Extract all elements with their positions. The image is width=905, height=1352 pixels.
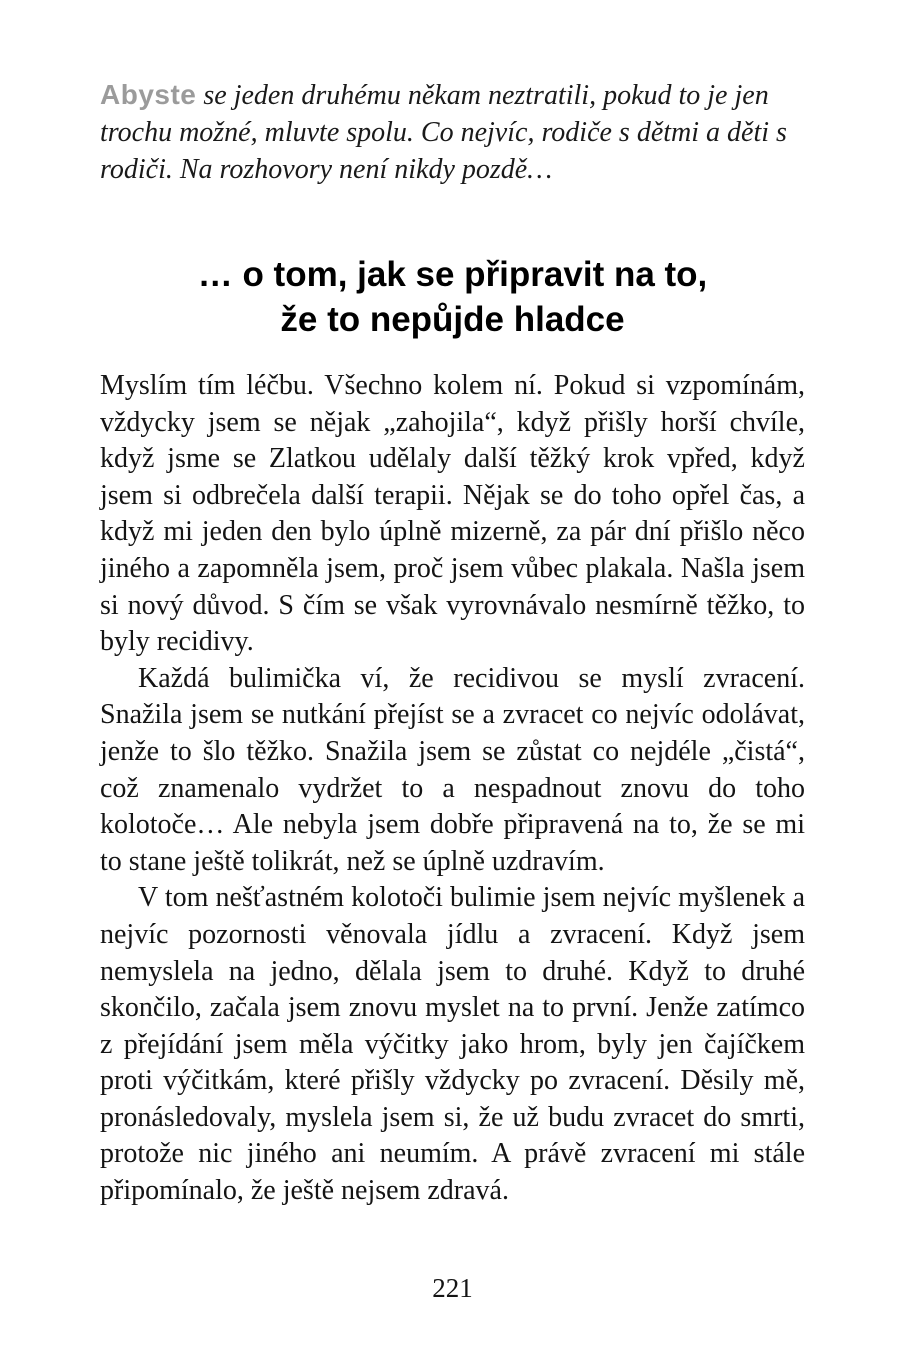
body-text (100, 368, 805, 1210)
body-paragraph: Myslím tím léčbu. Všechno kolem ní. Pokud si vzpomínám, vždycky jsem se nějak „zahojila“, když přišly horší chvíle, když jsme se Zlatkou udělaly další těžký krok vpřed, když jsem si odbrečela další terapii. Nějak se do toho opřel čas, a když mi jeden den bylo úplně mizerně, za pár dní přišlo něco jiného a zapomněla jsem, proč jsem vůbec plakala. Našla jsem si nový důvod. S čím se však vyrovnávalo nesmírně těžko, to byly recidivy. (100, 370, 805, 658)
chapter-heading-line2: že to nepůjde hladce (280, 300, 625, 339)
page-number: 221 (432, 1273, 473, 1303)
intro-quote-lead-word: Abyste (100, 79, 197, 110)
body-paragraph: Každá bulimička ví, že recidivou se myslí zvracení. Snažila jsem se nutkání přejíst se a zvracet co nejvíc odolávat, jenže to šlo těžko. Snažila jsem se zůstat co nejdéle „čistá“, což znamenalo vydržet to a nespadnout znovu do toho kolotoče… Ale nebyla jsem dobře připravená na to, že se mi to stane ještě tolikrát, než se úplně uzdravím. (100, 662, 805, 877)
intro-quote-text: se jeden druhému někam neztratili, pokud to je jen trochu možné, mluvte spolu. Co nejvíc, rodiče s dětmi a děti s rodiči. Na rozhovory není nikdy pozdě… (100, 80, 787, 185)
body-paragraph: V tom nešťastném kolotoči bulimie jsem nejvíc myšlenek a nejvíc pozornosti věnovala jídlu a zvracení. Když jsem nemyslela na jedno, dělala jsem to druhé. Když to druhé skončilo, začala jsem znovu myslet na to první. Jenže zatímco z přejídání jsem měla výčitky jako hrom, byly jen čajíčkem proti výčitkám, které přišly vždycky po zvracení. Děsily mě, pronásledovaly, myslela jsem si, že už budu zvracet do smrti, protože nic jiného ani neumím. A právě zvracení mi stále připomínalo, že ještě nejsem zdravá. (100, 882, 805, 1207)
chapter-heading-line1: … o tom, jak se připravit na to, (197, 255, 708, 294)
intro-quote (100, 76, 805, 188)
text-column (100, 0, 805, 1210)
chapter-heading (100, 252, 805, 342)
